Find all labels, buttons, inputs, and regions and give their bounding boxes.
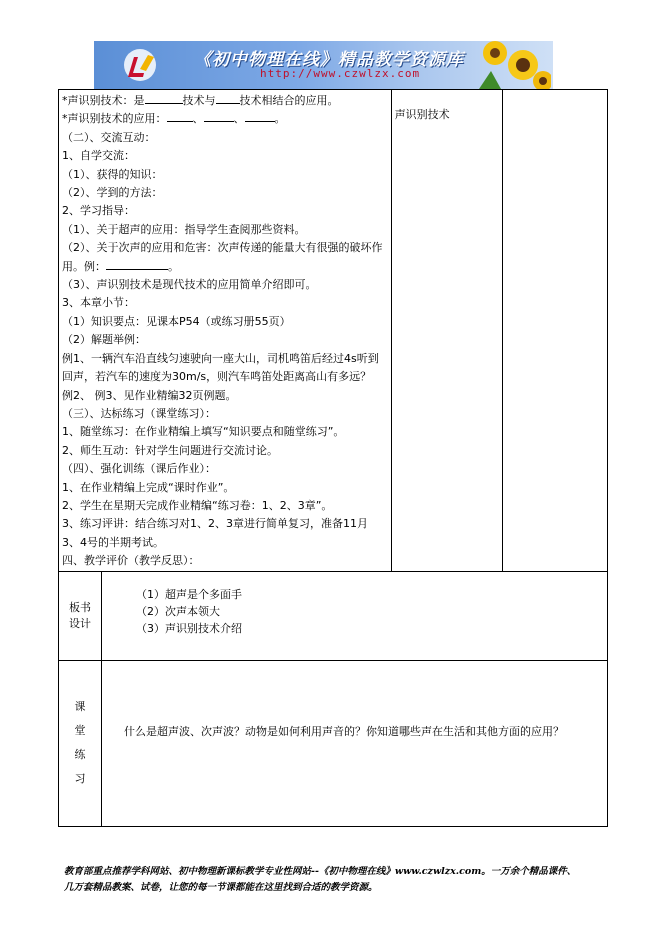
practice-label-char: 课 xyxy=(74,700,86,714)
board-item-2: （2）次声本领大 xyxy=(136,604,220,618)
header-banner xyxy=(94,41,553,89)
content-line-2: *声识别技术的应用： 、 、 。 xyxy=(62,112,286,126)
practice-label-char: 堂 xyxy=(74,724,86,738)
practice-question: 什么是超声波、次声波？动物是如何利用声音的？你知道哪些声在生活和其他方面的应用？ xyxy=(124,724,564,738)
banner-title: 《初中物理在线》精品教学资源库 xyxy=(194,50,464,70)
content-line: （二）、交流互动： xyxy=(62,130,156,144)
board-item-1: （1）超声是个多面手 xyxy=(136,587,242,601)
content-line: （2）解题举例： xyxy=(62,333,146,347)
content-line-review: 3、练习评讲：结合练习对1、2、3章进行简单复习，准备11月3、4号的半期考试。 xyxy=(62,517,368,549)
footer-line-1: 教育部重点推荐学科网站、初中物理新课标教学专业性网站--《初中物理在线》www.czwlzx.com。一万余个精品课件、 xyxy=(64,866,577,877)
board-design-row xyxy=(59,571,608,660)
content-line: （1）知识要点：见课本P54（或练习册55页） xyxy=(62,314,291,328)
content-line: （三）、达标练习（课堂练习）： xyxy=(62,406,216,420)
side-note: 声识别技术 xyxy=(394,108,450,121)
content-line: 1、随堂练习：在作业精编上填写“知识要点和随堂练习”。 xyxy=(62,425,345,439)
content-line: （3）、声识别技术是现代技术的应用简单介绍即可。 xyxy=(62,278,317,292)
content-line-infrasound: （2）、关于次声的应用和危害：次声传递的能量大有很强的破坏作用。例： 。 xyxy=(62,241,383,273)
content-line: 2、学生在星期天完成作业精编“练习卷：1、2、3章”。 xyxy=(62,498,333,512)
side-note-cell xyxy=(391,90,502,572)
board-label-line1: 板书 xyxy=(69,600,91,614)
content-line: （四）、强化训练（课后作业）： xyxy=(62,462,216,476)
content-line: 1、自学交流： xyxy=(62,149,135,163)
sunflower-icon xyxy=(471,41,551,89)
empty-cell xyxy=(502,90,607,572)
footer-line-2: 几万套精品教案、试卷，让您的每一节课都能在这里找到合适的教学资源。 xyxy=(64,882,378,893)
lesson-plan-table xyxy=(58,89,608,827)
content-line: 例2、 例3、见作业精编32页例题。 xyxy=(62,388,237,402)
site-logo-icon xyxy=(122,47,158,83)
practice-label-char: 练 xyxy=(74,748,86,762)
board-design-label xyxy=(59,572,102,660)
example-1-text: 例1、一辆汽车沿直线匀速驶向一座大山，司机鸣笛后经过4s听到回声，若汽车的速度为30m/s，则汽车鸣笛处距离高山有多远？ xyxy=(62,351,379,384)
board-item-3: （3）声识别技术介绍 xyxy=(136,621,242,635)
content-line: 2、学习指导： xyxy=(62,204,135,218)
page-footer xyxy=(64,864,576,896)
content-line: （2）、学到的方法： xyxy=(62,186,163,200)
content-line: （1）、关于超声的应用：指导学生查阅那些资料。 xyxy=(62,222,306,236)
content-line: 四、教学评价（教学反思）： xyxy=(62,554,200,568)
content-line: 1、在作业精编上完成“课时作业”。 xyxy=(62,480,235,494)
content-line-1: *声识别技术：是 技术与 技术相结合的应用。 xyxy=(62,94,339,107)
teaching-process-cell xyxy=(59,90,392,572)
class-practice-row xyxy=(59,660,608,826)
practice-label-char: 习 xyxy=(74,772,86,786)
content-line: 3、本章小节： xyxy=(62,296,135,310)
class-practice-label xyxy=(59,661,102,826)
content-line: （1）、获得的知识： xyxy=(62,167,163,181)
board-label-line2: 设计 xyxy=(69,616,91,630)
content-line: 2、师生互动：针对学生问题进行交流讨论。 xyxy=(62,443,278,457)
banner-url[interactable]: http://www.czwlzx.com xyxy=(260,67,421,80)
